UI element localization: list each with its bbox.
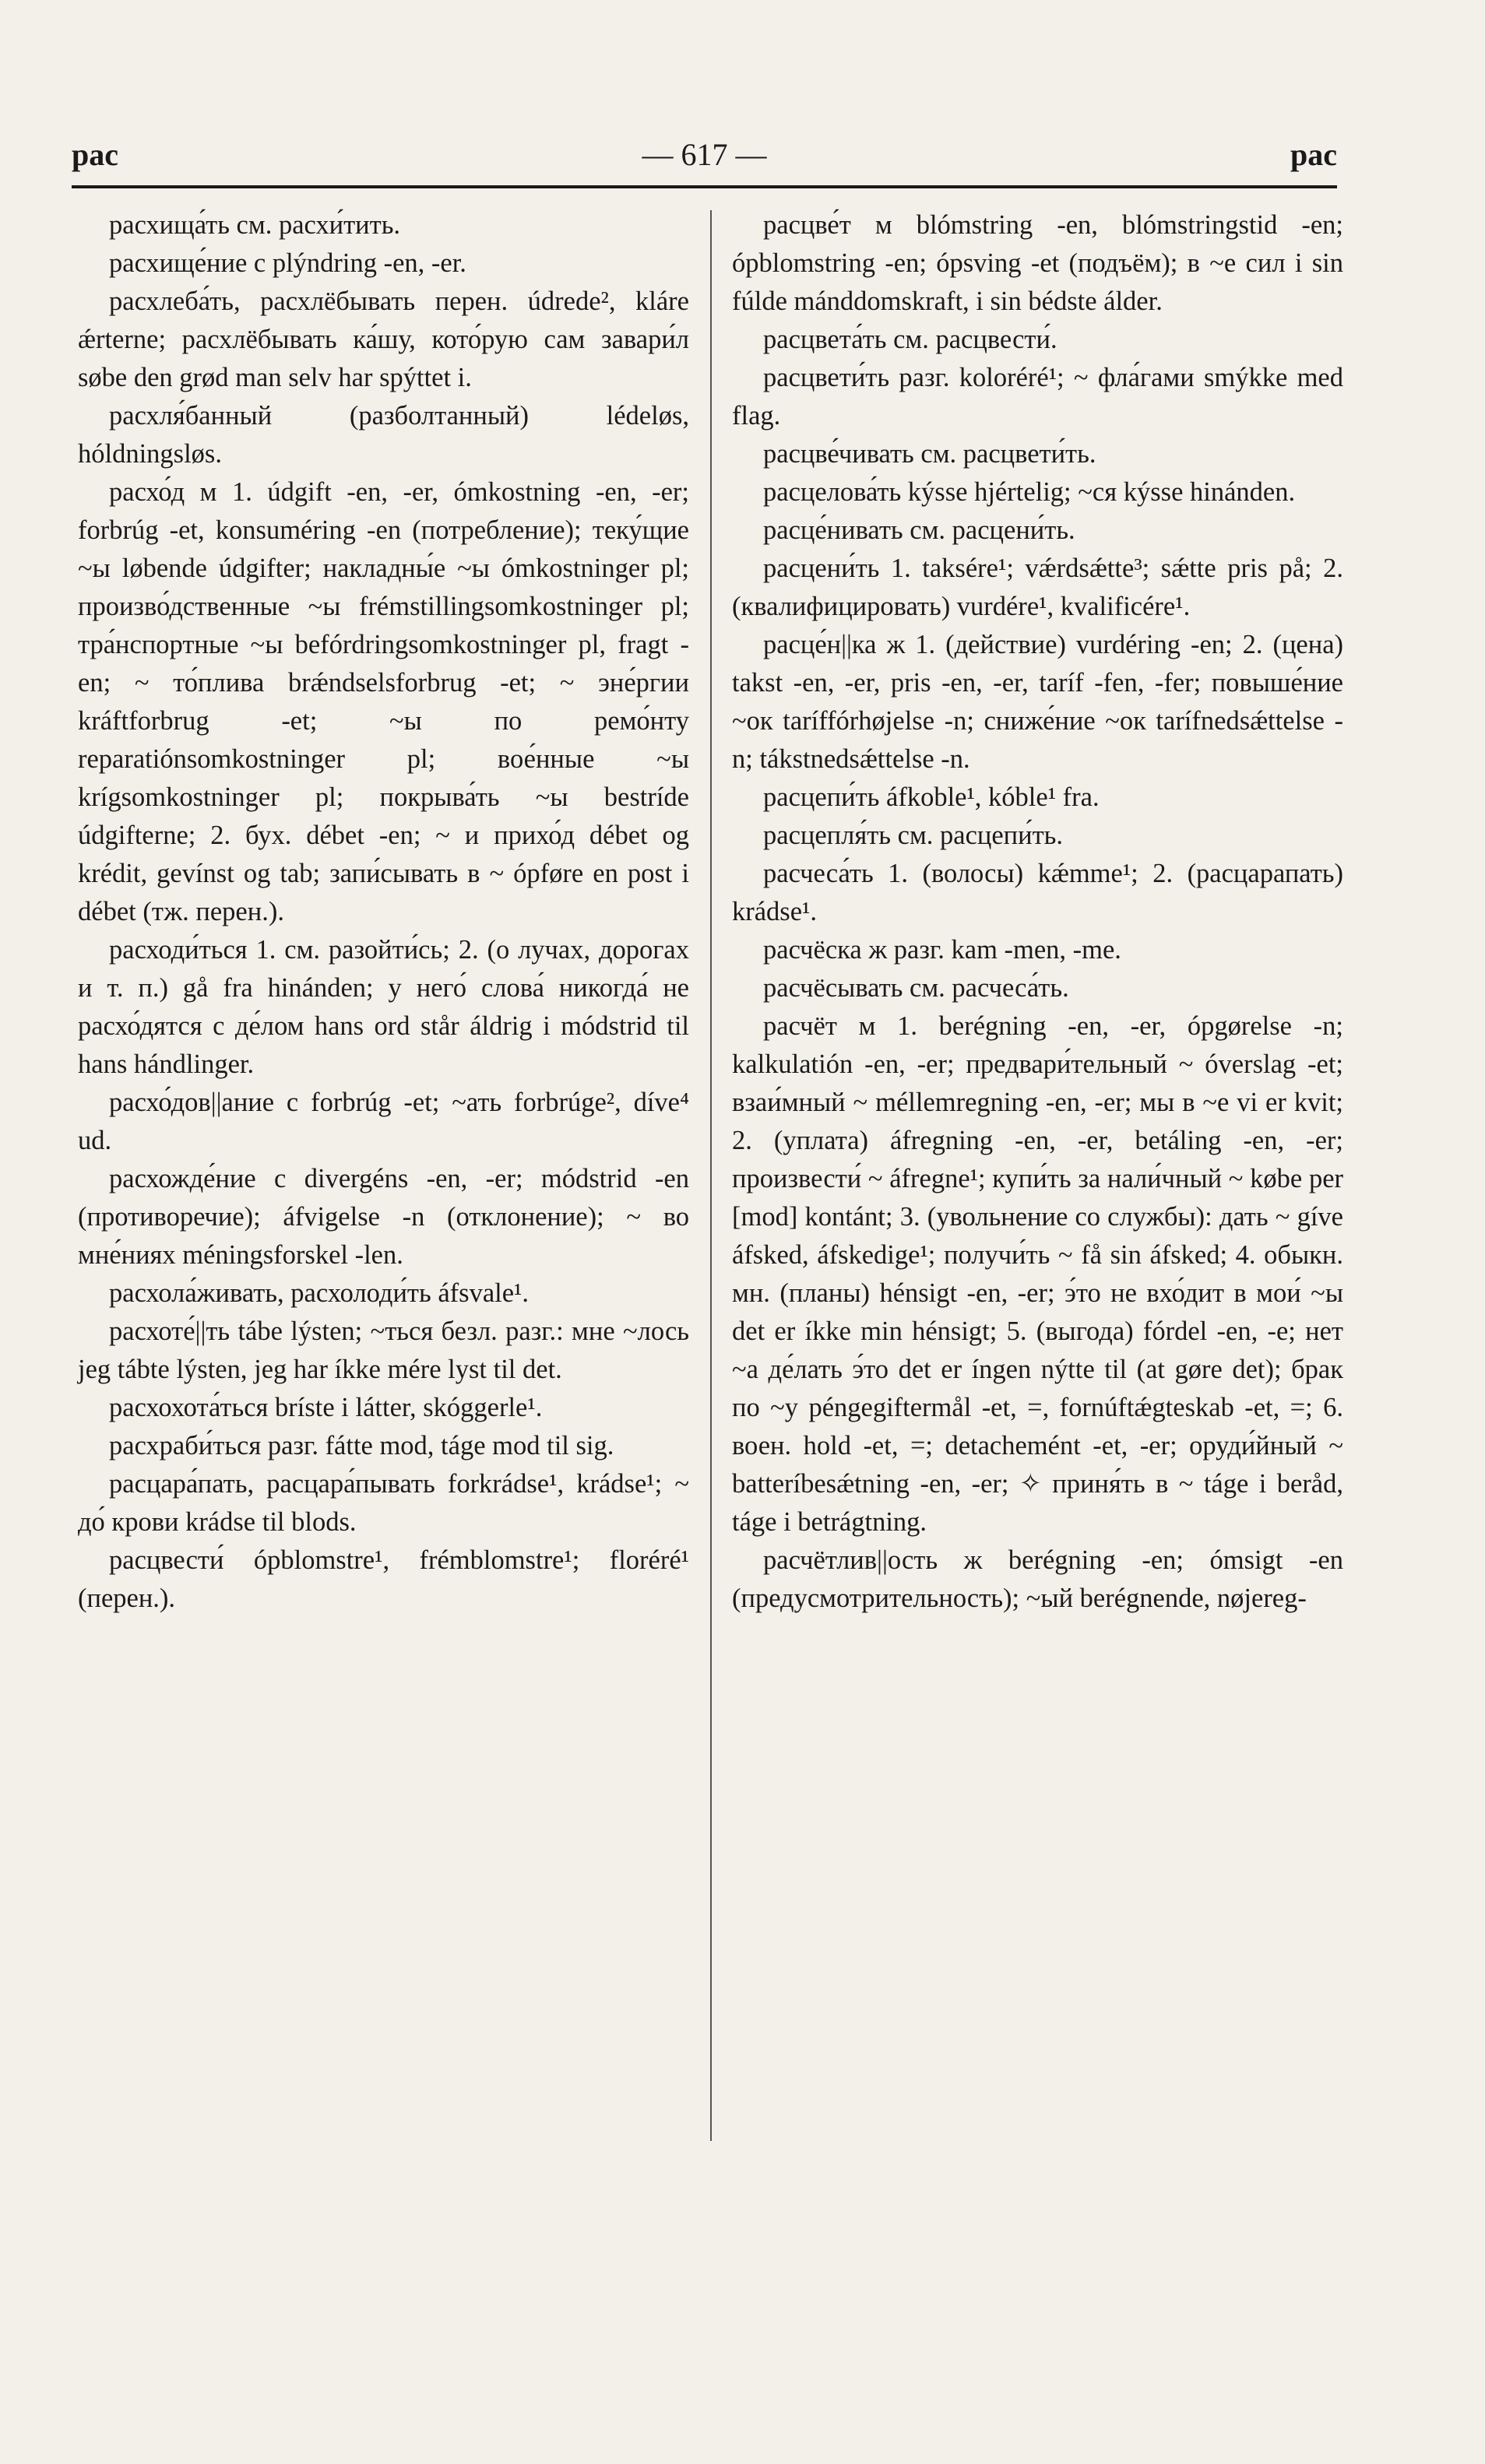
dictionary-entry: расцве́чивать см. расцвети́ть. [763, 439, 1096, 469]
dictionary-entry: расцепи́ть áfkoble¹, kóble¹ fra. [763, 782, 1100, 812]
dictionary-entry: расцепля́ть см. расцепи́ть. [763, 821, 1064, 850]
dictionary-entry: расхо́д м 1. údgift -en, -er, ómkostning -en, -er; forbrúg -et, konsuméring -en (потребление); теку́щие ~ы løbende údgifter; накладны́е ~ы ómkostninger pl; произво́дственные ~ы frémstillingsomkostninger pl; тра́нспортные ~ы befórdringsomkostninger pl, fragt -en; ~ то́плива brǽndselsforbrug -et; ~ эне́ргии kráftforbrug -et; ~ы по ремо́нту reparatiónsomkostninger pl; вое́нные ~ы krígsomkostninger pl; покрыва́ть ~ы bestríde údgifterne; 2. бух. débet -en; ~ и прихо́д débet og krédit, gevínst og tab; запи́сывать в ~ ópføre en post i débet (тж. перен.). [78, 477, 689, 926]
dictionary-entry: расчёсывать см. расчеса́ть. [763, 973, 1069, 1003]
dictionary-entry: расхожде́ние с divergéns -en, -er; módstrid -en (противоречие); áfvigelse -n (отклонение); ~ во мне́ниях méningsforskel -len. [78, 1164, 689, 1270]
dictionary-entry: расце́нивать см. расцени́ть. [763, 515, 1075, 545]
dictionary-entry: расцвети́ть разг. koloréré¹; ~ фла́гами smýkke med flag. [732, 363, 1343, 431]
dictionary-entry: расхище́ние с plýndring -en, -er. [109, 248, 466, 278]
dictionary-entry: расхля́банный (разболтанный) lédeløs, hóldningsløs. [78, 401, 689, 469]
dictionary-entry: расходи́ться 1. см. разойти́сь; 2. (о лучах, дорогах и т. п.) gå fra hinánden; у него́ слова́ никогда́ не расхо́дятся с де́лом hans ord står áldrig i módstrid til hans hándlinger. [78, 935, 689, 1079]
dictionary-entry: расцве́т м blómstring -en, blómstringstid -en; ópblomstring -en; ópsving -et (подъём); в ~е сил i sin fúlde mánddomskraft, i sin bédste álder. [732, 210, 1343, 316]
dictionary-entry: расчётлив||ость ж berégning -en; ómsigt -en (предусмотрительность); ~ый berégnende, nøjereg- [732, 1545, 1343, 1613]
dictionary-entry: расхраби́ться разг. fátte mod, táge mod til sig. [109, 1431, 614, 1460]
header-right-guideword: рас [1290, 137, 1337, 172]
dictionary-entry: расцени́ть 1. taksére¹; vǽrdsǽtte³; sǽtte pris på; 2. (квалифицировать) vurdére¹, kvalificére¹. [732, 554, 1343, 621]
dictionary-entry: расце́н||ка ж 1. (действие) vurdéring -en; 2. (цена) takst -en, -er, pris -en, -er, taríf -fen, -fer; повыше́ние ~ок taríffórhøjelse -n; сниже́ние ~ок taríf​nedsǽttelse -n; tákstnedsǽttelse -n. [732, 630, 1343, 774]
dictionary-entry: расцвета́ть см. расцвести́. [763, 325, 1057, 354]
dictionary-entry: расхо́дов||ание с forbrúg -et; ~ать forbrúge², díve⁴ ud. [78, 1088, 689, 1155]
dictionary-entry: расчёт м 1. berégning -en, -er, ópgørelse -n; kalkulatión -en, -er; предвари́тельный ~ óverslag -et; взаи́мный ~ méllemregning -en, -er; мы в ~е vi er kvit; 2. (уплата) áfregning -en, -er, betáling -en, -er; произвести́ ~ áfregne¹; купи́ть за нали́чный ~ købe per [mod] kontánt; 3. (увольнение со службы): дать ~ gíve áfsked, áfskedige¹; получи́ть ~ få sin áfsked; 4. обыкн. мн. (планы) hénsigt -en, -er; э́то не вхо́дит в мои́ ~ы det er íkke min hénsigt; 5. (выгода) fórdel -en, -e; нет ~а де́лать э́то det er íngen nýtte til (at gøre det); брак по ~у péngegiftermål -et, =, fornúftǽgteskab -et, =; 6. воен. hold -et, =; detachemént -et, -er; оруди́йный ~ batteríbesǽtning -en, -er; ✧ приня́ть в ~ táge i beråd, táge i betrágtning. [732, 1011, 1343, 1537]
page-header [72, 136, 1337, 191]
dictionary-entry: расцвести́ ópblomstre¹, frémblomstre¹; floréré¹ (перен.). [78, 1545, 689, 1613]
column-divider [710, 210, 712, 2141]
dictionary-entry: расхола́живать, расхолоди́ть áfsvale¹. [109, 1278, 530, 1308]
dictionary-entry: расхохота́ться bríste i látter, skóggerle¹. [109, 1393, 543, 1422]
dictionary-entry: расхища́ть см. расхи́тить. [109, 210, 401, 240]
page-number: — 617 — [642, 137, 767, 172]
dictionary-entry: расцелова́ть kýsse hjértelig; ~ся kýsse hinánden. [763, 477, 1296, 507]
dictionary-entry: расчёска ж разг. kam -men, -me. [763, 935, 1121, 965]
dictionary-entry: расхлеба́ть, расхлёбывать перен. údrede², kláre ǽrterne; расхлёбывать ка́шу, кото́рую сам завари́л søbe den grød man selv har spýttet i. [78, 286, 689, 392]
dictionary-entry: расчеса́ть 1. (волосы) kǽmme¹; 2. (расцарапать) krádse¹. [732, 859, 1343, 926]
dictionary-entry: расхоте́||ть tábe lýsten; ~ться безл. разг.: мне ~лось jeg tábte lýsten, jeg har íkke mére lyst til det. [78, 1316, 689, 1384]
dictionary-entry: расцара́пать, расцара́пывать forkrádse¹, krádse¹; ~ до́ крови krádse til blods. [78, 1469, 689, 1537]
left-column [78, 206, 689, 1618]
header-left-guideword: рас [72, 137, 118, 172]
header-rule [72, 185, 1337, 188]
right-column [732, 206, 1343, 1618]
